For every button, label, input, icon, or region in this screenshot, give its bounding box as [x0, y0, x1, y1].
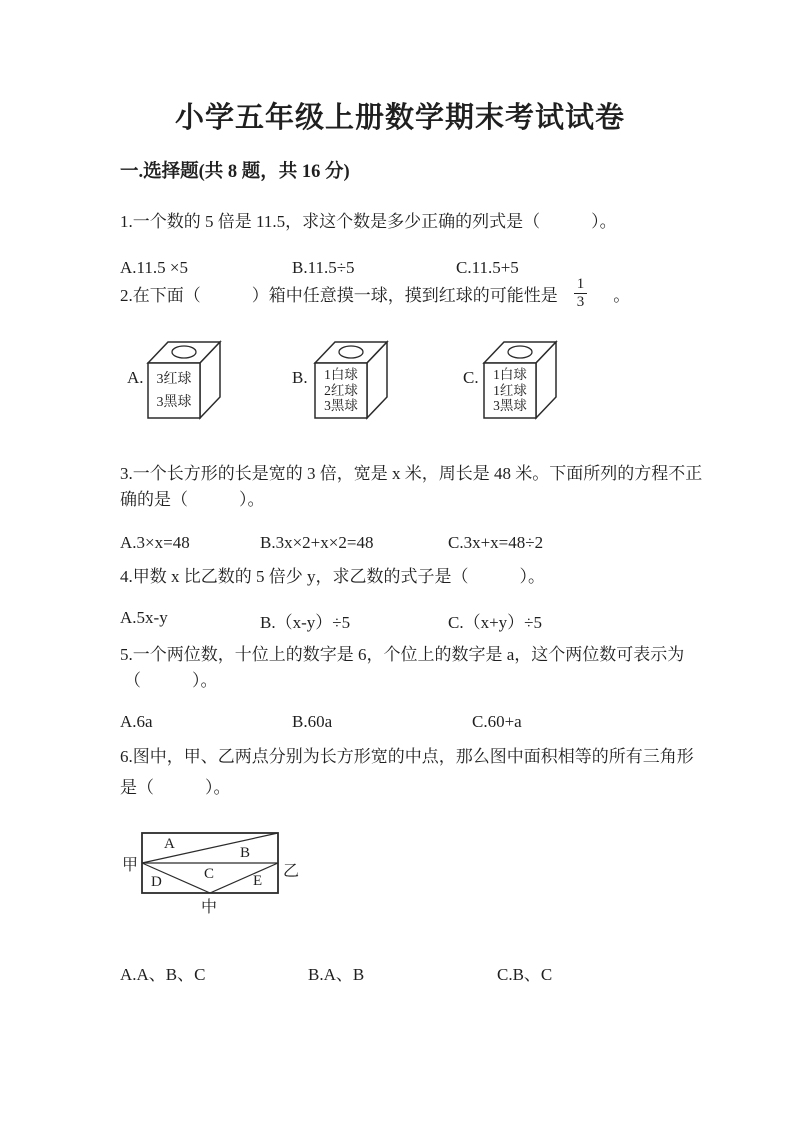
question-2-period: 。	[613, 285, 631, 305]
question-5-options	[0, 712, 800, 736]
option-q5-b: B.60a	[292, 712, 333, 731]
box-c-contents: 1白球 1红球 3黑球	[493, 367, 527, 414]
section-heading: 一.选择题(共 8 题，共 16 分)	[120, 162, 350, 182]
question-2-stem: 2.在下面（ ）箱中任意摸一球，摸到红球的可能性是	[120, 285, 558, 305]
fraction-one-third	[574, 276, 588, 311]
figure-label-zhong: 中	[201, 899, 218, 916]
fraction-numerator: 1	[574, 276, 588, 294]
question-6-options	[0, 960, 800, 984]
question-1-text: 1.一个数的 5 倍是 11.5，求这个数是多少正确的列式是（ ）。	[120, 212, 617, 231]
option-q4-c: C.（x+y）÷5	[448, 613, 543, 632]
option-q5-c: C.60+a	[472, 712, 522, 731]
question-3-line2: 确的是（ ）。	[120, 490, 265, 509]
question-6-line2: 是（ ）。	[120, 778, 231, 797]
option-q6-a: A.A、B、C	[120, 965, 206, 984]
figure-label-jia: 甲	[122, 857, 139, 874]
question-6-figure	[118, 830, 328, 920]
option-q3-b: B.3x×2+x×2=48	[260, 533, 374, 552]
question-3-options	[0, 533, 800, 557]
box-c-label: C.	[463, 368, 479, 387]
option-q1-c: C.11.5+5	[456, 258, 519, 277]
box-a-label: A.	[127, 368, 144, 387]
question-4-options	[0, 608, 800, 632]
region-b: B	[240, 845, 251, 861]
option-q6-c: C.B、C	[497, 965, 553, 984]
question-5-line1: 5.一个两位数，十位上的数字是 6，个位上的数字是 a，这个两位数可表示为	[120, 645, 685, 664]
question-3-text	[120, 461, 702, 513]
option-q4-a: A.5x-y	[120, 608, 168, 627]
question-2-text	[120, 270, 630, 316]
option-q1-a: A.11.5 ×5	[120, 258, 188, 277]
fraction-denominator: 3	[576, 293, 585, 310]
option-q1-b: B.11.5÷5	[292, 258, 355, 277]
question-6-line1: 6.图中，甲、乙两点分别为长方形宽的中点，那么图中面积相等的所有三角形	[120, 747, 694, 766]
region-e: E	[253, 873, 263, 889]
region-d: D	[151, 874, 162, 890]
option-q3-a: A.3×x=48	[120, 533, 190, 552]
page-title: 小学五年级上册数学期末考试试卷	[174, 102, 625, 134]
question-3-line1: 3.一个长方形的长是宽的 3 倍，宽是 x 米，周长是 48 米。下面所列的方程不正	[120, 464, 703, 483]
box-b-label: B.	[292, 368, 308, 387]
option-q5-a: A.6a	[120, 712, 153, 731]
option-q4-b: B.（x-y）÷5	[260, 613, 351, 632]
region-c: C	[204, 866, 215, 882]
option-q3-c: C.3x+x=48÷2	[448, 533, 544, 552]
question-2-figure	[120, 338, 680, 436]
question-4-text: 4.甲数 x 比乙数的 5 倍少 y，求乙数的式子是（ ）。	[120, 567, 545, 586]
question-5-text	[120, 642, 684, 694]
box-a-contents: 3红球 3黑球	[156, 371, 192, 410]
box-b-contents: 1白球 2红球 3黑球	[324, 367, 358, 414]
question-5-line2: （ ）。	[124, 671, 218, 690]
figure-label-yi: 乙	[283, 863, 300, 880]
region-a: A	[164, 836, 175, 852]
option-q6-b: B.A、B	[308, 965, 365, 984]
